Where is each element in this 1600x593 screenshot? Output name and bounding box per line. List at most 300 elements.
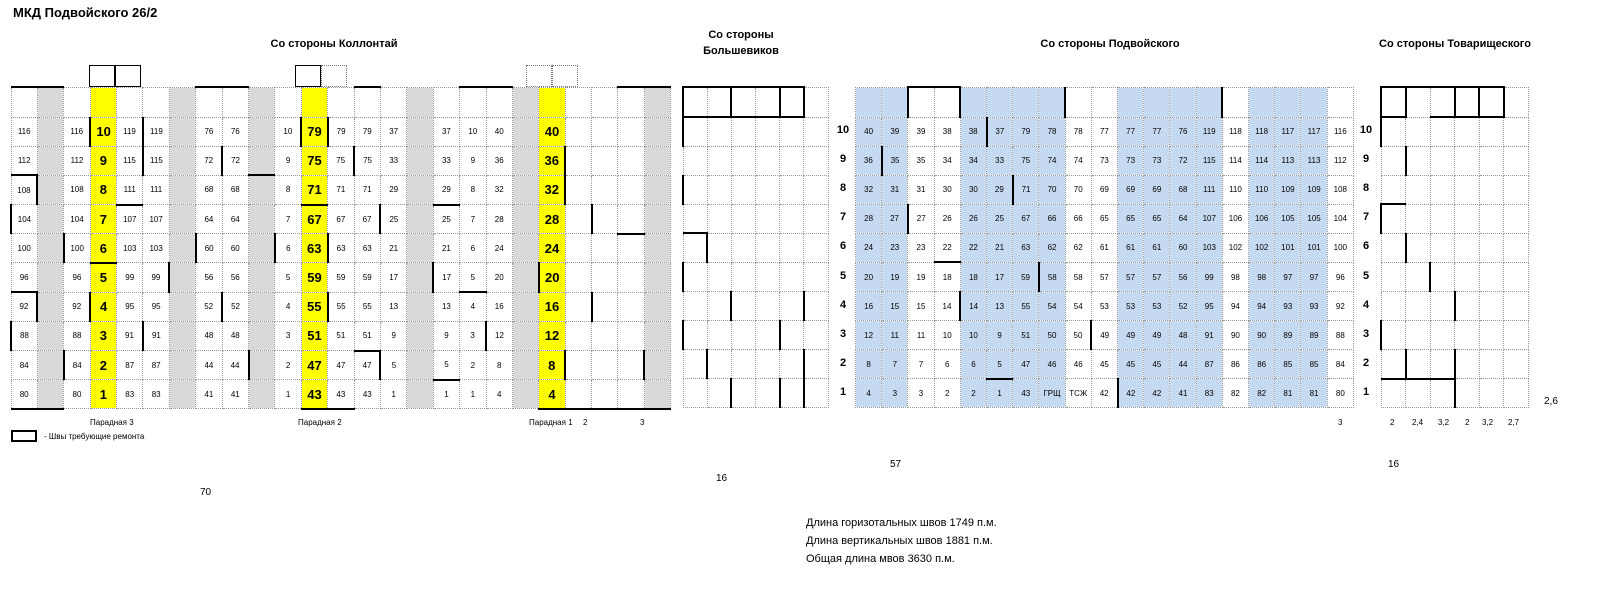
apartment-cell: 9: [460, 146, 486, 175]
apartment-cell: 100: [11, 234, 37, 263]
facade-cell: [683, 87, 707, 117]
apartment-cell: 44: [222, 351, 248, 380]
seam-length-label: 2: [1465, 418, 1470, 427]
apartment-cell: 98: [1222, 262, 1248, 291]
apartment-cell: 1: [987, 379, 1013, 408]
apartment-cell: 88: [11, 321, 37, 350]
apartment-cell: 92: [1327, 292, 1353, 321]
facade-cell: [731, 146, 755, 175]
apartment-cell: [169, 380, 195, 409]
apartment-cell: 7: [882, 350, 908, 379]
floor-number: 55: [301, 292, 327, 321]
apartment-cell: [592, 263, 618, 292]
apartment-cell: 18: [960, 262, 986, 291]
facade-cell: [683, 204, 707, 233]
apartment-cell: 113: [1301, 146, 1327, 175]
apartment-cell: 10: [275, 117, 301, 146]
apartment-cell: 61: [1118, 233, 1144, 262]
apartment-cell: 58: [1065, 262, 1091, 291]
facade-cell: [960, 87, 986, 117]
apartment-cell: 4: [275, 292, 301, 321]
facade-cell: [1406, 379, 1431, 408]
apartment-cell: 84: [1327, 350, 1353, 379]
apartment-cell: 67: [1013, 204, 1039, 233]
facade-cell: [1381, 87, 1406, 117]
apartment-cell: 103: [143, 234, 169, 263]
facade-cell: [756, 350, 780, 379]
apartment-cell: 20: [486, 263, 512, 292]
facade-cell: [1504, 117, 1529, 146]
apartment-cell: 85: [1301, 350, 1327, 379]
apartment-cell: 37: [987, 117, 1013, 146]
apartment-cell: 5: [380, 351, 406, 380]
facade-cell: [1381, 117, 1406, 146]
facade-cell: [1455, 117, 1480, 146]
facade-cell: [1504, 262, 1529, 291]
apartment-cell: 26: [960, 204, 986, 233]
tovarishcheskogo-side-value: 2,6: [1544, 396, 1558, 407]
apartment-cell: 113: [1275, 146, 1301, 175]
facade-cell: [731, 117, 755, 146]
facade-cell: [683, 146, 707, 175]
apartment-cell: 21: [987, 233, 1013, 262]
apartment-cell: [565, 117, 591, 146]
facade-cell: [731, 87, 755, 117]
facade-cell: [512, 87, 538, 117]
apartment-cell: 80: [64, 380, 90, 409]
apartment-cell: 48: [1170, 321, 1196, 350]
facade-cell: [1381, 262, 1406, 291]
apartment-cell: [512, 205, 538, 234]
apartment-cell: 76: [196, 117, 222, 146]
apartment-cell: [169, 351, 195, 380]
facade-cell: [683, 175, 707, 204]
apartment-cell: [592, 234, 618, 263]
apartment-cell: [37, 380, 63, 409]
facade-cell: [908, 87, 934, 117]
facade-cell: [1479, 233, 1504, 262]
apartment-cell: 33: [987, 146, 1013, 175]
facade-cell: [1430, 321, 1455, 350]
apartment-cell: 78: [1065, 117, 1091, 146]
section-title-podvoyskogo: Со стороны Подвойского: [1040, 38, 1180, 50]
apartment-cell: [644, 351, 670, 380]
facade-tovarishcheskogo-grid: [1380, 86, 1529, 408]
apartment-cell: [592, 175, 618, 204]
apartment-cell: [565, 292, 591, 321]
apartment-cell: 19: [882, 262, 908, 291]
apartment-cell: 15: [908, 292, 934, 321]
apartment-cell: 41: [222, 380, 248, 409]
apartment-cell: 32: [856, 175, 882, 204]
apartment-cell: [565, 380, 591, 409]
apartment-cell: 117: [1275, 117, 1301, 146]
facade-cell: [275, 87, 301, 117]
facade-cell: [780, 292, 804, 321]
apartment-cell: 63: [1013, 233, 1039, 262]
apartment-cell: 69: [1118, 175, 1144, 204]
apartment-cell: [565, 263, 591, 292]
roof-box: [115, 65, 141, 87]
floor-number: 10: [90, 117, 116, 146]
apartment-cell: 51: [328, 321, 354, 350]
apartment-cell: [169, 321, 195, 350]
apartment-cell: [644, 146, 670, 175]
facade-cell: [1430, 146, 1455, 175]
apartment-cell: 39: [908, 117, 934, 146]
facade-cell: [756, 233, 780, 262]
apartment-cell: 1: [380, 380, 406, 409]
facade-cell: [1381, 146, 1406, 175]
apartment-cell: [249, 380, 275, 409]
apartment-cell: [512, 380, 538, 409]
apartment-cell: 108: [1327, 175, 1353, 204]
floor-label: 8: [1362, 182, 1370, 195]
apartment-cell: 92: [64, 292, 90, 321]
facade-cell: [1455, 292, 1480, 321]
facade-cell: [780, 146, 804, 175]
facade-cell: [707, 146, 731, 175]
floor-number: 32: [539, 175, 565, 204]
apartment-cell: 81: [1301, 379, 1327, 408]
apartment-cell: 77: [1091, 117, 1117, 146]
facade-cell: [707, 87, 731, 117]
apartment-cell: 26: [934, 204, 960, 233]
facade-cell: [1455, 321, 1480, 350]
facade-cell: [756, 262, 780, 291]
apartment-cell: [592, 321, 618, 350]
facade-cell: [882, 87, 908, 117]
facade-cell: [1381, 379, 1406, 408]
apartment-cell: 34: [934, 146, 960, 175]
seam-length-label: 2,7: [1508, 418, 1520, 427]
apartment-cell: 109: [1301, 175, 1327, 204]
facade-cell: [11, 87, 37, 117]
apartment-cell: [37, 146, 63, 175]
facade-cell: [804, 321, 828, 350]
facade-cell: [731, 292, 755, 321]
apartment-cell: 80: [1327, 379, 1353, 408]
apartment-cell: 25: [380, 205, 406, 234]
apartment-cell: 29: [987, 175, 1013, 204]
facade-cell: [1455, 233, 1480, 262]
apartment-cell: 7: [908, 350, 934, 379]
apartment-cell: 57: [1118, 262, 1144, 291]
apartment-cell: [644, 263, 670, 292]
facade-cell: [1196, 87, 1222, 117]
apartment-cell: 105: [1301, 204, 1327, 233]
facade-bolshevikov-grid: [682, 86, 829, 408]
facade-cell: [780, 175, 804, 204]
apartment-cell: 59: [1013, 262, 1039, 291]
apartment-cell: 83: [1196, 379, 1222, 408]
floor-number: 5: [90, 263, 116, 292]
total-horizontal-seams: Длина горизотальных швов 1749 п.м.: [806, 517, 997, 529]
facade-cell: [756, 204, 780, 233]
apartment-cell: 52: [196, 292, 222, 321]
entrance-label: Парадная 2: [298, 418, 342, 427]
apartment-cell: 86: [1222, 350, 1248, 379]
section-number-label: 2: [583, 418, 588, 427]
apartment-cell: 66: [1039, 204, 1065, 233]
floor-number: 4: [539, 380, 565, 409]
apartment-cell: [592, 205, 618, 234]
facade-cell: [1479, 350, 1504, 379]
facade-cell: [804, 233, 828, 262]
apartment-cell: 47: [354, 351, 380, 380]
apartment-cell: 48: [196, 321, 222, 350]
apartment-cell: 96: [11, 263, 37, 292]
apartment-cell: 14: [934, 292, 960, 321]
facade-cell: [756, 321, 780, 350]
floor-number: 59: [301, 263, 327, 292]
apartment-cell: 43: [354, 380, 380, 409]
apartment-cell: 108: [64, 175, 90, 204]
apartment-cell: ГРЩ: [1039, 379, 1065, 408]
apartment-cell: [512, 117, 538, 146]
floor-number: 6: [90, 234, 116, 263]
apartment-cell: 96: [1327, 262, 1353, 291]
apartment-cell: 99: [1196, 262, 1222, 291]
apartment-cell: 107: [143, 205, 169, 234]
facade-cell: [380, 87, 406, 117]
facade-cell: [1406, 321, 1431, 350]
facade-cell: [1430, 87, 1455, 117]
apartment-cell: [592, 117, 618, 146]
apartment-cell: 21: [433, 234, 459, 263]
apartment-cell: [169, 205, 195, 234]
apartment-cell: 63: [354, 234, 380, 263]
facade-cell: [756, 87, 780, 117]
facade-cell: [90, 87, 116, 117]
apartment-cell: 63: [328, 234, 354, 263]
apartment-cell: 48: [222, 321, 248, 350]
apartment-cell: 92: [11, 292, 37, 321]
apartment-cell: 43: [328, 380, 354, 409]
apartment-cell: 17: [433, 263, 459, 292]
apartment-cell: 50: [1039, 321, 1065, 350]
facade-cell: [1406, 175, 1431, 204]
apartment-cell: [407, 321, 433, 350]
apartment-cell: 59: [354, 263, 380, 292]
apartment-cell: 10: [960, 321, 986, 350]
apartment-cell: 115: [117, 146, 143, 175]
apartment-cell: 20: [856, 262, 882, 291]
facade-cell: [707, 379, 731, 408]
apartment-cell: 58: [1039, 262, 1065, 291]
apartment-cell: 102: [1222, 233, 1248, 262]
apartment-cell: 61: [1091, 233, 1117, 262]
apartment-cell: 99: [143, 263, 169, 292]
apartment-cell: 3: [908, 379, 934, 408]
facade-cell: [780, 350, 804, 379]
floor-number: 43: [301, 380, 327, 409]
facade-cell: [683, 292, 707, 321]
facade-cell: [1406, 87, 1431, 117]
facade-cell: [1455, 262, 1480, 291]
apartment-cell: 74: [1039, 146, 1065, 175]
apartment-cell: 42: [1144, 379, 1170, 408]
facade-cell: [1430, 262, 1455, 291]
apartment-cell: 80: [11, 380, 37, 409]
apartment-cell: [169, 175, 195, 204]
apartment-cell: 65: [1144, 204, 1170, 233]
apartment-cell: 108: [11, 175, 37, 204]
floor-number: 71: [301, 175, 327, 204]
apartment-cell: 84: [64, 351, 90, 380]
apartment-cell: 82: [1222, 379, 1248, 408]
apartment-cell: 31: [882, 175, 908, 204]
facade-cell: [1381, 321, 1406, 350]
facade-cell: [731, 262, 755, 291]
facade-cell: [731, 175, 755, 204]
apartment-cell: 75: [354, 146, 380, 175]
floor-label: 10: [1359, 124, 1373, 136]
apartment-cell: [37, 117, 63, 146]
apartment-cell: 79: [1013, 117, 1039, 146]
apartment-cell: 107: [1196, 204, 1222, 233]
facade-cell: [196, 87, 222, 117]
facade-cell: [1479, 117, 1504, 146]
apartment-cell: [249, 351, 275, 380]
apartment-cell: [37, 263, 63, 292]
facade-cell: [707, 204, 731, 233]
apartment-cell: 90: [1222, 321, 1248, 350]
apartment-cell: 69: [1144, 175, 1170, 204]
apartment-cell: 44: [1170, 350, 1196, 379]
apartment-cell: [512, 146, 538, 175]
apartment-cell: 88: [1327, 321, 1353, 350]
facade-cell: [1479, 321, 1504, 350]
apartment-cell: 74: [1065, 146, 1091, 175]
apartment-cell: 52: [1170, 292, 1196, 321]
apartment-cell: [592, 351, 618, 380]
apartment-cell: 112: [11, 146, 37, 175]
apartment-cell: 3: [460, 321, 486, 350]
apartment-cell: [37, 292, 63, 321]
apartment-cell: 52: [222, 292, 248, 321]
apartment-cell: 81: [1275, 379, 1301, 408]
apartment-cell: 78: [1039, 117, 1065, 146]
floor-number: 47: [301, 351, 327, 380]
facade-cell: [460, 87, 486, 117]
apartment-cell: 70: [1039, 175, 1065, 204]
facade-cell: [1381, 292, 1406, 321]
total-all-seams: Общая длина мвов 3630 п.м.: [806, 553, 955, 565]
facade-cell: [1406, 350, 1431, 379]
facade-cell: [565, 87, 591, 117]
apartment-cell: 85: [1275, 350, 1301, 379]
facade-cell: [1455, 175, 1480, 204]
apartment-cell: 69: [1091, 175, 1117, 204]
apartment-cell: [618, 292, 644, 321]
facade-cell: [780, 379, 804, 408]
apartment-cell: [249, 146, 275, 175]
facade-cell: [804, 146, 828, 175]
apartment-cell: 8: [486, 351, 512, 380]
facade-cell: [1275, 87, 1301, 117]
apartment-cell: 86: [1249, 350, 1275, 379]
apartment-cell: 91: [143, 321, 169, 350]
apartment-cell: [407, 292, 433, 321]
apartment-cell: 41: [196, 380, 222, 409]
apartment-cell: 103: [117, 234, 143, 263]
apartment-cell: 104: [64, 205, 90, 234]
apartment-cell: 2: [960, 379, 986, 408]
apartment-cell: 22: [960, 233, 986, 262]
apartment-cell: [618, 234, 644, 263]
apartment-cell: 30: [960, 175, 986, 204]
apartment-cell: 49: [1091, 321, 1117, 350]
facade-podvoyskogo-grid: [855, 86, 1354, 408]
apartment-cell: 29: [433, 175, 459, 204]
apartment-cell: 97: [1301, 262, 1327, 291]
facade-cell: [249, 87, 275, 117]
apartment-cell: 53: [1091, 292, 1117, 321]
apartment-cell: [644, 380, 670, 409]
apartment-cell: [249, 292, 275, 321]
apartment-cell: [37, 175, 63, 204]
apartment-cell: 1: [275, 380, 301, 409]
apartment-cell: [644, 292, 670, 321]
apartment-cell: 119: [117, 117, 143, 146]
floor-label: 7: [1362, 211, 1370, 224]
facade-cell: [804, 350, 828, 379]
facade-cell: [1504, 233, 1529, 262]
apartment-cell: 89: [1275, 321, 1301, 350]
apartment-cell: 15: [882, 292, 908, 321]
apartment-cell: [249, 321, 275, 350]
apartment-cell: 19: [908, 262, 934, 291]
apartment-cell: 36: [856, 146, 882, 175]
apartment-cell: 13: [987, 292, 1013, 321]
apartment-cell: 44: [196, 351, 222, 380]
facade-cell: [731, 204, 755, 233]
apartment-cell: 98: [1249, 262, 1275, 291]
apartment-cell: 71: [354, 175, 380, 204]
floor-number: 3: [90, 321, 116, 350]
facade-cell: [1479, 292, 1504, 321]
apartment-cell: 105: [1275, 204, 1301, 233]
floor-label: 1: [1362, 385, 1370, 398]
facade-cell: [1504, 379, 1529, 408]
apartment-cell: 104: [1327, 204, 1353, 233]
facade-cell: [1455, 204, 1480, 233]
apartment-cell: 118: [1249, 117, 1275, 146]
apartment-cell: 45: [1091, 350, 1117, 379]
facade-cell: [707, 292, 731, 321]
apartment-cell: 68: [1170, 175, 1196, 204]
apartment-cell: 35: [882, 146, 908, 175]
facade-cell: [683, 379, 707, 408]
apartment-cell: 41: [1170, 379, 1196, 408]
apartment-cell: 87: [143, 351, 169, 380]
apartment-cell: 46: [1039, 350, 1065, 379]
facade-cell: [1504, 146, 1529, 175]
facade-cell: [592, 87, 618, 117]
apartment-cell: 4: [460, 292, 486, 321]
apartment-cell: [592, 292, 618, 321]
section-title-kollontai: Со стороны Коллонтай: [270, 38, 398, 50]
facade-cell: [1455, 379, 1480, 408]
apartment-cell: 64: [222, 205, 248, 234]
legend-text: - Швы требующие ремонта: [44, 432, 145, 441]
apartment-cell: [592, 146, 618, 175]
facade-cell: [731, 350, 755, 379]
apartment-cell: [644, 321, 670, 350]
floor-label: 4: [839, 298, 847, 311]
apartment-cell: [512, 234, 538, 263]
